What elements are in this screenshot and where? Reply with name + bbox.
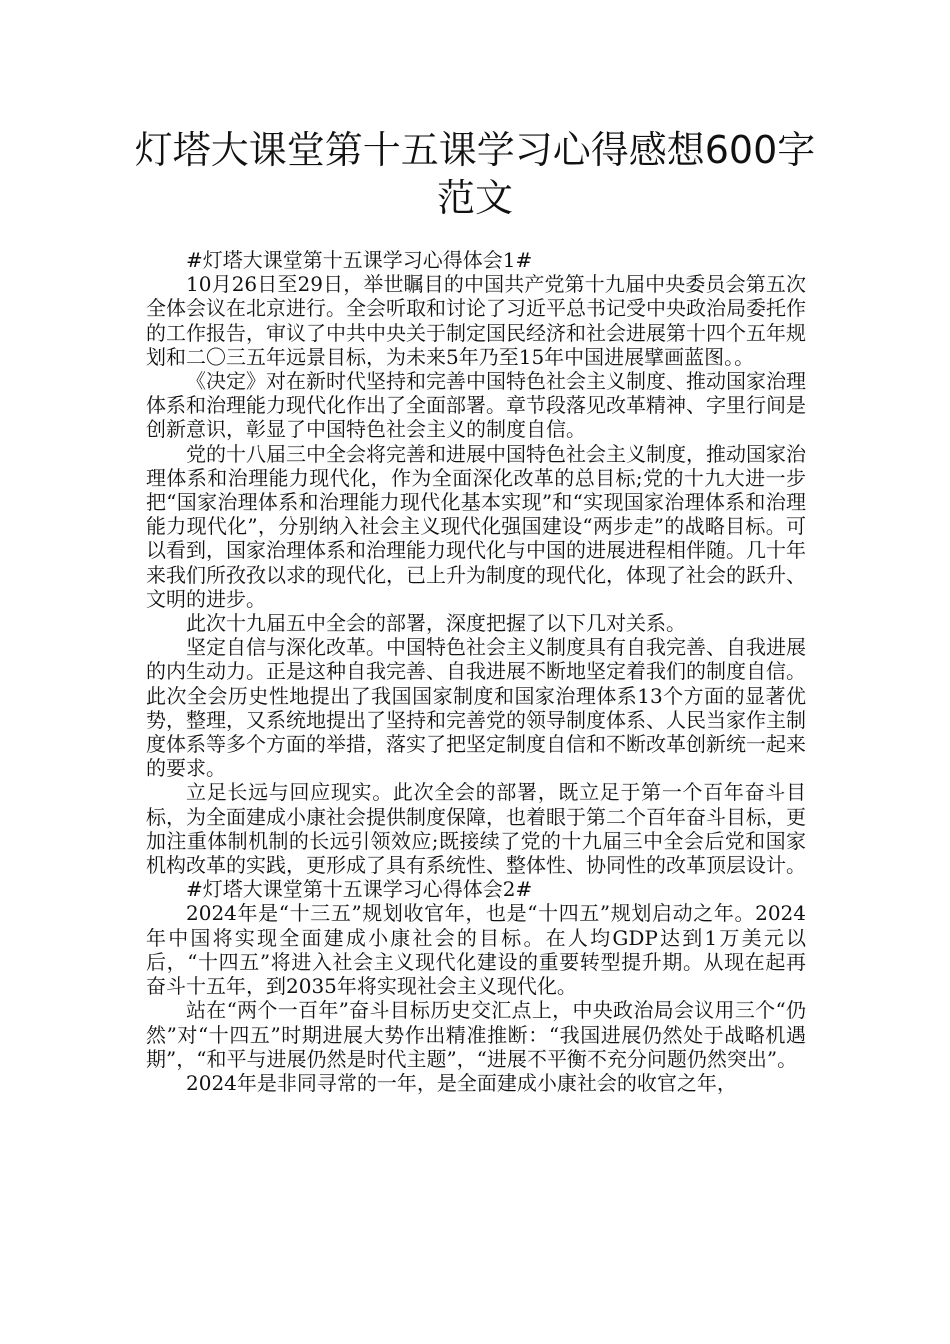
section-heading-1: #灯塔大课堂第十五课学习心得体会1#	[186, 248, 533, 272]
paragraph: 党的十八届三中全会将完善和进展中国特色社会主义制度，推动国家治理体系和治理能力现代化，作为全面深化改革的总目标;党的十九大进一步把“国家治理体系和治理能力现代化基本实现”和“实现国家治理体系和治理能力现代化”，分别纳入社会主义现代化强国建设“两步走”的战略目标。可以看到，国家治理体系和治理能力现代化与中国的进展进程相伴随。几十年来我们所孜孜以求的现代化，已上升为制度的现代化，体现了社会的跃升、文明的进步。	[146, 441, 806, 611]
paragraph: 此次十九届五中全会的部署，深度把握了以下几对关系。	[186, 611, 686, 636]
paragraph: 2024年是“十三五”规划收官年，也是“十四五”规划启动之年。2024年中国将实现全面建成小康社会的目标。在人均GDP达到1万美元以后，“十四五”将进入社会主义现代化建设的重要转型提升期。从现在起再奋斗十五年，到2035年将实现社会主义现代化。	[146, 901, 806, 999]
paragraph: 站在“两个一百年”奋斗目标历史交汇点上，中央政治局会议用三个“仍然”对“十四五”时期进展大势作出精准推断：“我国进展仍然处于战略机遇期”，“和平与进展仍然是时代主题”，“进展不平衡不充分问题仍然突出”。	[146, 998, 806, 1071]
document-title: 灯塔大课堂第十五课学习心得感想600字范文	[134, 128, 816, 220]
section-heading-2: #灯塔大课堂第十五课学习心得体会2#	[186, 877, 533, 902]
document-body	[146, 248, 806, 1095]
paragraph: 《决定》对在新时代坚持和完善中国特色社会主义制度、推动国家治理体系和治理能力现代化作出了全面部署。章节段落见改革精神、字里行间是创新意识，彰显了中国特色社会主义的制度自信。	[146, 369, 806, 442]
paragraph: 坚定自信与深化改革。中国特色社会主义制度具有自我完善、自我进展的内生动力。正是这种自我完善、自我进展不断地坚定着我们的制度自信。此次全会历史性地提出了我国国家制度和国家治理体系13个方面的显著优势，整理，又系统地提出了坚持和完善党的领导制度体系、人民当家作主制度体系等多个方面的举措，落实了把坚定制度自信和不断改革创新统一起来的要求。	[146, 635, 806, 781]
paragraph: 2024年是非同寻常的一年，是全面建成小康社会的收官之年，	[186, 1070, 737, 1095]
paragraph: 10月26日至29日，举世瞩目的中国共产党第十九届中央委员会第五次全体会议在北京进行。全会听取和讨论了习近平总书记受中央政治局委托作的工作报告，审议了中共中央关于制定国民经济和社会进展第十四个五年规划和二〇三五年远景目标，为未来5年乃至15年中国进展擘画蓝图。。	[146, 272, 806, 369]
paragraph: 立足长远与回应现实。此次全会的部署，既立足于第一个百年奋斗目标，为全面建成小康社会提供制度保障，也着眼于第二个百年奋斗目标，更加注重体制机制的长远引领效应;既接续了党的十九届三中全会后党和国家机构改革的实践，更形成了具有系统性、整体性、协同性的改革顶层设计。	[146, 780, 806, 878]
